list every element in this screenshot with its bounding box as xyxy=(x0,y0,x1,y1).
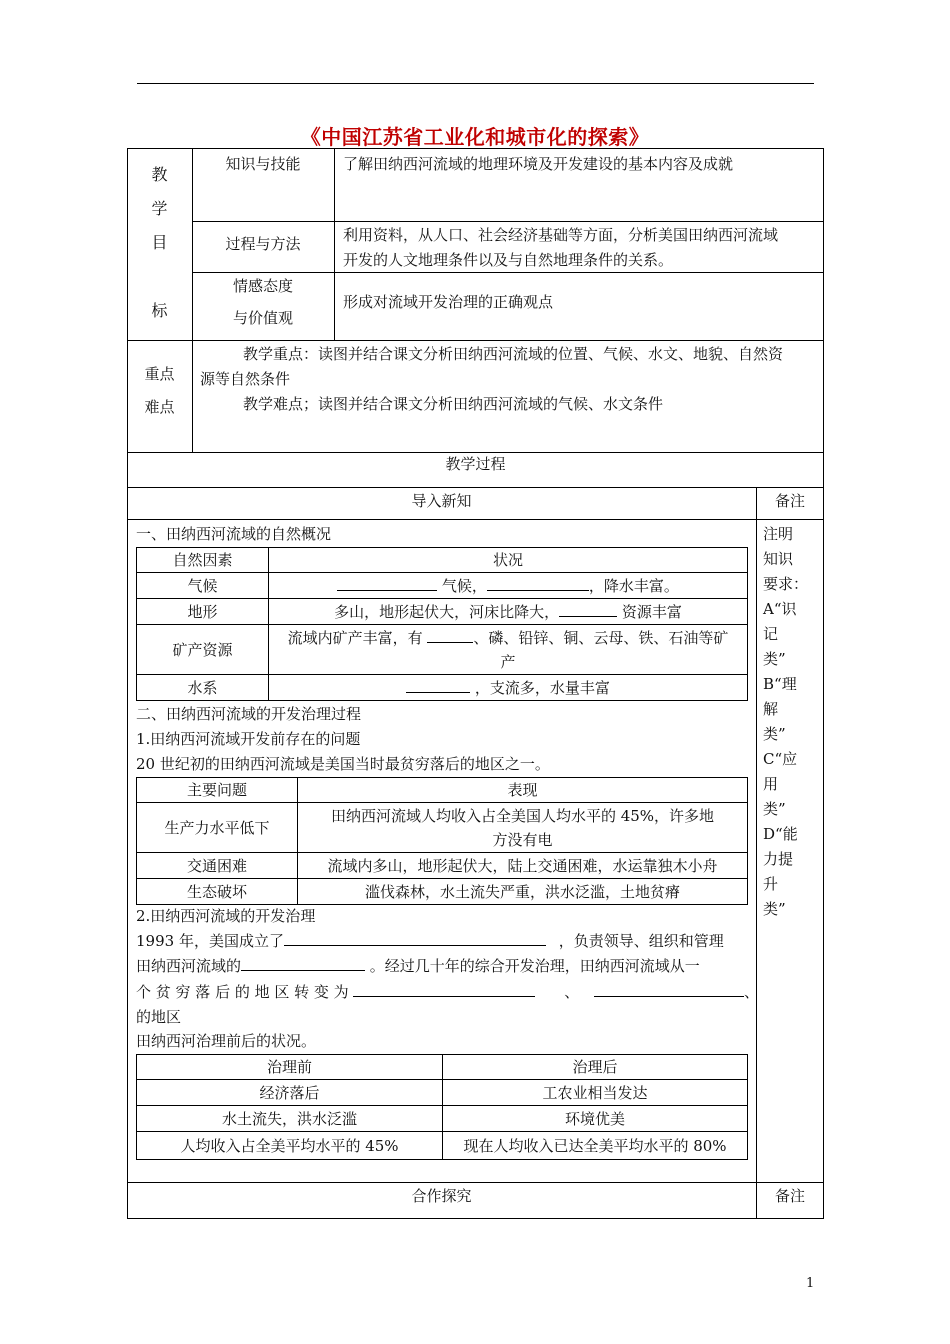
blank-field[interactable] xyxy=(559,600,617,617)
coop-notes-header: 备注 xyxy=(774,1187,805,1205)
objective-label-attitude-2: 与价值观 xyxy=(232,309,293,327)
col-header-before: 治理前 xyxy=(137,1055,443,1080)
section2-sub1: 1.田纳西河流域开发前存在的问题 xyxy=(136,730,361,748)
problem-ecology-desc: 滥伐森林，水土流失严重，洪水泛滥，土地贫瘠 xyxy=(298,879,748,905)
intro-header: 导入新知 xyxy=(411,492,472,510)
objective-content-process-1: 利用资料，从人口、社会经济基础等方面，分析美国田纳西河流域 xyxy=(343,226,779,244)
notes-header: 备注 xyxy=(774,492,805,510)
problem-productivity-desc: 田纳西河流域人均收入占全美国人均水平的 45%，许多地 方没有电 xyxy=(298,803,748,853)
paragraph-line-1: 1993 年，美国成立了 ，负责领导、组织和管理 xyxy=(136,929,724,954)
objective-label-attitude-1: 情感态度 xyxy=(232,277,293,295)
status-water: ，支流多，水量丰富 xyxy=(269,675,748,701)
problem-productivity: 生产力水平低下 xyxy=(137,803,298,853)
key-points-line-1: 教学重点：读图并结合课文分析田纳西河流域的位置、气候、水文、地貌、自然资 xyxy=(243,345,784,363)
before-after-table xyxy=(136,1054,748,1160)
blank-field[interactable] xyxy=(427,626,473,643)
before-cell: 水土流失，洪水泛滥 xyxy=(137,1106,443,1132)
after-cell: 环境优美 xyxy=(443,1106,748,1132)
section2-heading: 二、田纳西河流域的开发治理过程 xyxy=(136,705,362,723)
objective-content-process-2: 开发的人文地理条件以及与自然地理条件的关系。 xyxy=(343,251,674,269)
col-header-status: 状况 xyxy=(269,548,748,573)
document-title: 《中国江苏省工业化和城市化的探索》 xyxy=(300,125,650,149)
paragraph-line-2: 田纳西河流域的 。经过几十年的综合开发治理，田纳西河流域从一 xyxy=(136,954,700,979)
blank-field[interactable] xyxy=(406,676,470,693)
natural-conditions-table xyxy=(136,547,748,701)
problems-table xyxy=(136,777,748,905)
blank-field[interactable] xyxy=(353,980,535,997)
objective-label-knowledge: 知识与技能 xyxy=(225,155,301,173)
after-cell: 工农业相当发达 xyxy=(443,1080,748,1106)
problem-ecology: 生态破坏 xyxy=(137,879,298,905)
col-header-factor: 自然因素 xyxy=(137,548,269,573)
process-header: 教学过程 xyxy=(445,455,506,473)
key-points-line-3: 教学难点；读图并结合课文分析田纳西河流域的气候、水文条件 xyxy=(243,395,664,413)
status-climate: 气候， ，降水丰富。 xyxy=(269,573,748,599)
blank-field[interactable] xyxy=(594,980,744,997)
paragraph-line-3: 个 贫 穷 落 后 的 地 区 转 变 为 、 、 xyxy=(136,980,759,1005)
problem-transport-desc: 流域内多山，地形起伏大，陆上交通困难，水运靠独木小舟 xyxy=(298,853,748,879)
objective-content-knowledge: 了解田纳西河流域的地理环境及开发建设的基本内容及成就 xyxy=(343,155,734,173)
problem-transport: 交通困难 xyxy=(137,853,298,879)
blank-field[interactable] xyxy=(337,574,437,591)
key-points-label-1: 重点 xyxy=(144,365,175,383)
blank-field[interactable] xyxy=(284,929,546,946)
status-minerals: 流域内矿产丰富，有 、磷、铅锌、铜、云母、铁、石油等矿 产 xyxy=(269,625,748,675)
section2-sub1-desc: 20 世纪初的田纳西河流域是美国当时最贫穷落后的地区之一。 xyxy=(136,755,550,773)
notes-side-text: 注明 知识 要求： A“识 记 类” B“理 解 类” C“应 用 类” D“能 力提 升 类” xyxy=(763,525,809,918)
objectives-label: 教 学 目 标 xyxy=(151,165,168,320)
status-terrain: 多山，地形起伏大，河床比降大， 资源丰富 xyxy=(269,599,748,625)
factor-terrain: 地形 xyxy=(137,599,269,625)
objective-content-attitude: 形成对流域开发治理的正确观点 xyxy=(343,293,554,311)
col-header-problem: 主要问题 xyxy=(137,778,298,803)
header-rule xyxy=(137,83,814,84)
factor-minerals: 矿产资源 xyxy=(137,625,269,675)
factor-climate: 气候 xyxy=(137,573,269,599)
key-points-label-2: 难点 xyxy=(144,398,175,416)
blank-field[interactable] xyxy=(487,574,589,591)
key-points-line-2: 源等自然条件 xyxy=(200,370,291,388)
col-header-manifest: 表现 xyxy=(298,778,748,803)
paragraph-line-4: 的地区 xyxy=(136,1008,182,1026)
factor-water: 水系 xyxy=(137,675,269,701)
page-number: 1 xyxy=(806,1276,815,1291)
after-cell: 现在人均收入已达全美平均水平的 80% xyxy=(443,1132,748,1160)
coop-header: 合作探究 xyxy=(411,1187,472,1205)
col-header-after: 治理后 xyxy=(443,1055,748,1080)
compare-intro: 田纳西河治理前后的状况。 xyxy=(136,1032,317,1050)
before-cell: 经济落后 xyxy=(137,1080,443,1106)
before-cell: 人均收入占全美平均水平的 45% xyxy=(137,1132,443,1160)
section2-sub2: 2.田纳西河流域的开发治理 xyxy=(136,907,316,925)
objective-label-process: 过程与方法 xyxy=(225,235,301,253)
section1-heading: 一、田纳西河流域的自然概况 xyxy=(136,525,332,543)
blank-field[interactable] xyxy=(241,954,365,971)
